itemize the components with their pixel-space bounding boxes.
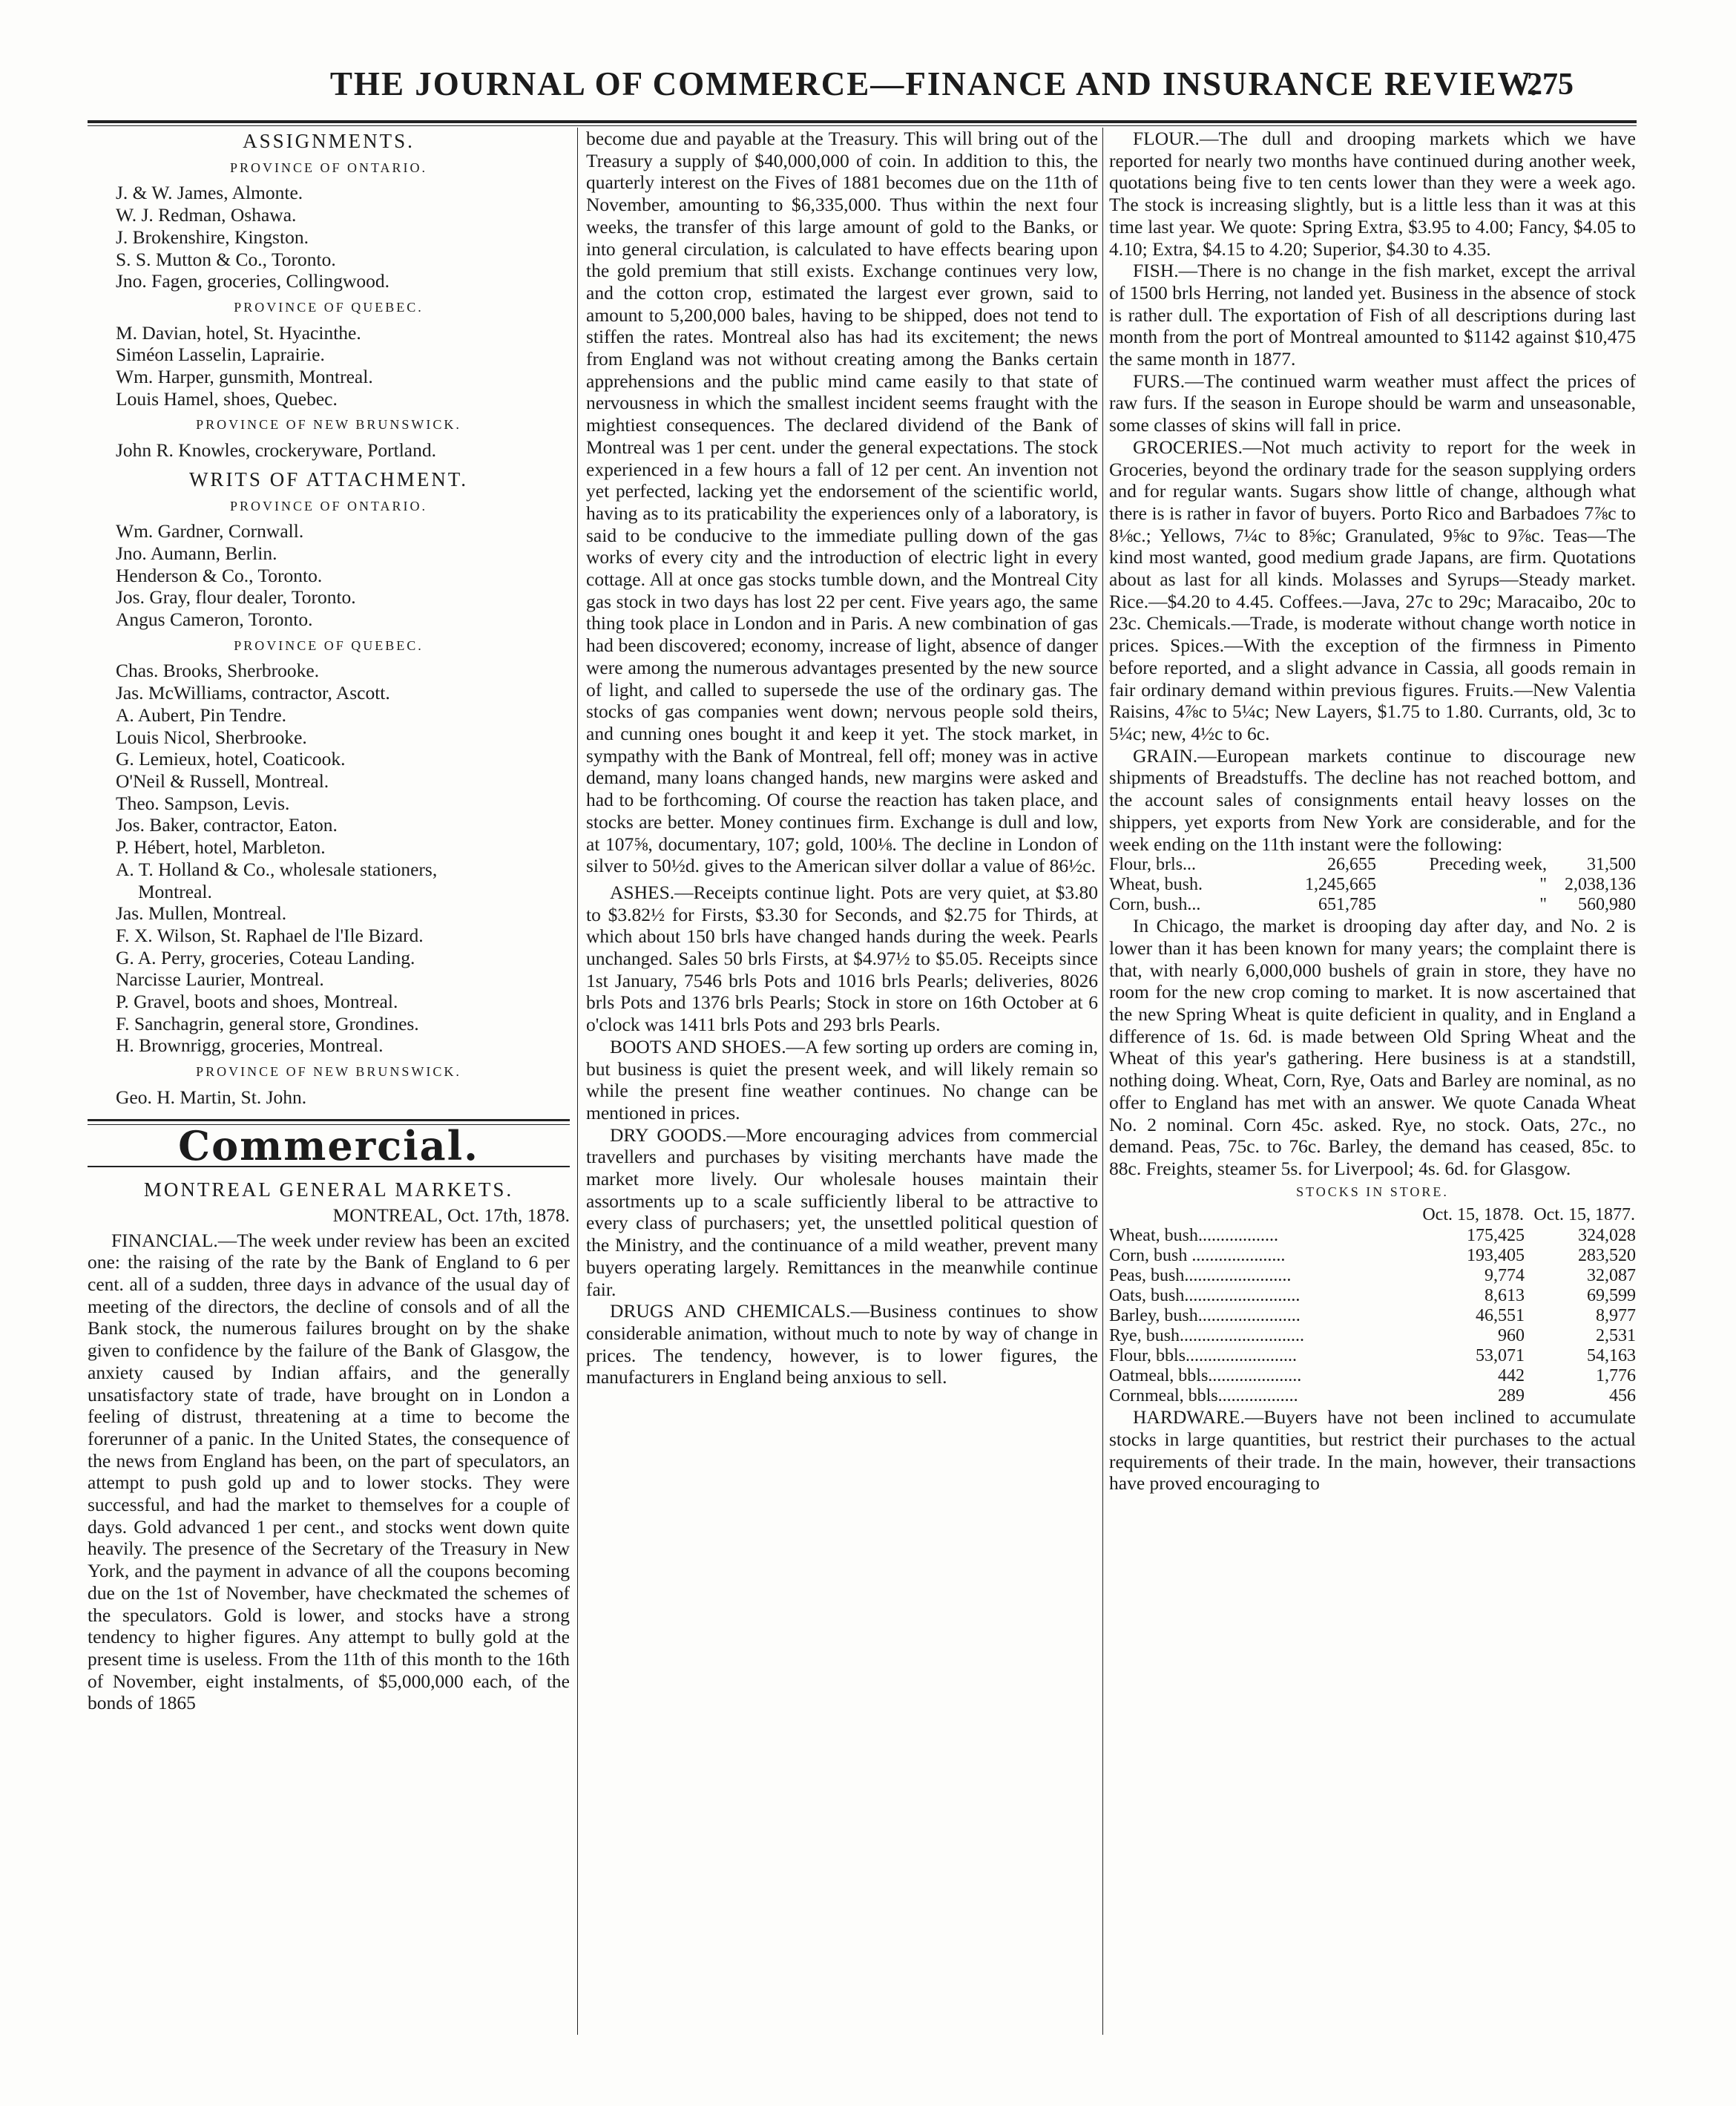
table-cell: 31,500 (1587, 855, 1636, 875)
list-item: Angus Cameron, Toronto. (116, 608, 313, 631)
table-cell: Oats, bush.......................... (1109, 1286, 1301, 1306)
table-cell: 193,405 (1467, 1246, 1525, 1266)
table-row (1109, 1346, 1636, 1366)
ny-exports-table (1109, 855, 1636, 915)
list-item: P. Hébert, hotel, Marbleton. (116, 836, 326, 859)
table-cell: Corn, bush... (1109, 895, 1201, 915)
table-cell: Wheat, bush. (1109, 875, 1203, 895)
column-rule-2 (1102, 128, 1103, 2035)
table-cell: Rye, bush............................ (1109, 1326, 1305, 1346)
table-row (1109, 1226, 1636, 1246)
table-header (1109, 1204, 1413, 1226)
list-item: J. & W. James, Almonte. (116, 182, 303, 204)
table-cell: 32,087 (1587, 1266, 1636, 1286)
table-cell: Oatmeal, bbls..................... (1109, 1366, 1302, 1386)
column-middle (586, 128, 1098, 2035)
table-row (1109, 1366, 1636, 1386)
table-row (1109, 1386, 1636, 1406)
table-header: Oct. 15, 1878. (1422, 1205, 1524, 1225)
fish-paragraph: FISH.—There is no change in the fish market, except the arrival of 1500 brls Herring, not landed yet. Business in the absence of stock is rather dull. The exportation of Fish of all descriptions during last month from the port of Montreal amounted to $1142 against $10,475 the same month in 1877. (1109, 260, 1636, 370)
table-row (1109, 1306, 1636, 1326)
list-item: Jas. McWilliams, contractor, Ascott. (116, 682, 390, 704)
assignments-quebec-list (88, 322, 570, 410)
table-row (1109, 855, 1636, 875)
markets-title: MONTREAL GENERAL MARKETS. (143, 1178, 514, 1201)
table-header: Oct. 15, 1877. (1533, 1205, 1635, 1225)
flour-paragraph: FLOUR.—The dull and drooping markets which we have reported for nearly two months have continued during another week, quotations being five to ten cents lower than they were a week ago. The stock is increasing slightly, but is a little less than it was at this time last year. We quote: Spring Extra, $3.95 to 4.00; Fancy, $4.05 to 4.10; Extra, $4.15 to 4.20; Superior, $4.30 to 4.35. (1109, 128, 1636, 260)
list-item: M. Davian, hotel, St. Hyacinthe. (116, 321, 361, 344)
writs-ontario-list (88, 520, 570, 631)
column-left (88, 128, 570, 2035)
grain-paragraph: GRAIN.—European markets continue to discourage new shipments of Breadstuffs. The decline has not reached bottom, and the account sales of consignments entail heavy losses on the shippers, yet exports from New York are considerable, and for the week ending on the 11th instant were the following: (1109, 744, 1636, 855)
drugs-chemicals-paragraph: DRUGS AND CHEMICALS.—Business continues to show considerable animation, without much to note by way of change in prices. The tendency, however, is to lower figures, the manufacturers in England being anxious to sell. (586, 1300, 1098, 1388)
page-number: 275 (1527, 68, 1574, 102)
writs-heading: WRITS OF ATTACHMENT. (188, 468, 469, 491)
list-item: Siméon Lasselin, Laprairie. (116, 344, 325, 366)
financial-paragraph-continued: become due and payable at the Treasury. This will bring out of the Treasury a supply of $40,000,000 of coin. In addition to this, the quarterly interest on the Fives of 1881 becomes due on the 11th of November, amounting to $6,335,000. Thus within the next four weeks, the transfer of this large amount of gold to the Banks, or into general circulation, is calculated to have effects bearing upon the gold premium that still exists. Exchange continues very low, and the cotton crop, estimated the largest ever grown, said to amount to 5,200,000 bales, having to be shipped, does not tend to stiffen the rates. Montreal also has had its excitement; the news from England was not without creating among the Banks certain apprehensions and the public mind came easily to that state of nervousness in which the smallest incident seems fraught with the mightiest consequences. The declared dividend of the Bank of Montreal was 1 per cent. under the general expectations. The stock experienced in a few hours a fall of 12 per cent. An invention not yet perfected, lacking yet the endorsement of the scientific world, having as to its praticability the experiences only of a laboratory, is said to be conducive to the immediate pulling down of the gas works of every city and the introduction of electric light in every cottage. All at once gas stocks tumble down, and the Montreal City gas stock in two days has lost 22 per cent. Five years ago, the same thing took place in London and in Paris. A new combination of gas had been discovered; economy, increase of light, absence of danger were among the numerous advantages presented by the new source of light, and called to supersede the use of the ordinary gas. The stocks of gas companies went down; nervous people sold theirs, and cunning ones bought it and keep it yet. The stock market, in sympathy with the Bank of Montreal, fell off; money was in active demand, many loans changed hands, new margins were asked and had to be forthcoming. Of course the reaction has taken place, and stocks are better. Money continues firm. Exchange is dull and low, at 107⅝, documentary, 107; gold, 100⅛. The decline in London of silver to 50½d. gives to the American silver dollar a value of 86½c. (586, 128, 1098, 877)
table-cell: 2,531 (1596, 1326, 1636, 1346)
table-cell: 69,599 (1587, 1286, 1636, 1306)
table-cell: " (1539, 875, 1547, 895)
table-cell: 651,785 (1318, 895, 1376, 915)
table-cell: Barley, bush....................... (1109, 1306, 1301, 1326)
assignments-ontario-list (88, 182, 570, 292)
table-cell: 2,038,136 (1565, 875, 1636, 895)
list-item: J. Brokenshire, Kingston. (116, 226, 309, 248)
list-item: Theo. Sampson, Levis. (116, 792, 290, 814)
list-item: Jno. Fagen, groceries, Collingwood. (116, 270, 389, 292)
list-item: W. J. Redman, Oshawa. (116, 204, 297, 226)
list-item: Jos. Baker, contractor, Eaton. (116, 814, 338, 836)
list-item: Montreal. (138, 880, 212, 902)
list-item: H. Brownrigg, groceries, Montreal. (116, 1034, 384, 1057)
table-cell: 54,163 (1587, 1346, 1636, 1366)
commercial-heading: Commercial. (178, 1121, 479, 1170)
table-cell: 960 (1498, 1326, 1525, 1346)
hardware-paragraph: HARDWARE.—Buyers have not been inclined to accumulate stocks in large quantities, but restrict their purchases to the actual requirements of their trade. In the main, however, their transactions have proved encouraging to (1109, 1406, 1636, 1495)
table-cell: 175,425 (1467, 1226, 1525, 1246)
list-item: A. Aubert, Pin Tendre. (116, 703, 287, 726)
table-cell: Wheat, bush.................. (1109, 1226, 1278, 1246)
list-item: G. A. Perry, groceries, Coteau Landing. (116, 946, 415, 968)
table-cell: 8,613 (1485, 1286, 1525, 1306)
list-item: John R. Knowles, crockeryware, Portland. (116, 439, 436, 462)
table-cell: " (1539, 895, 1547, 915)
writs-quebec-list (88, 660, 570, 1057)
province-label: PROVINCE OF ONTARIO. (229, 498, 428, 514)
table-cell: Cornmeal, bbls.................. (1109, 1386, 1298, 1406)
list-item: Jno. Aumann, Berlin. (116, 542, 277, 564)
dry-goods-paragraph: DRY GOODS.—More encouraging advices from commercial travellers and purchases by visiting merchants have made the market more lively. Our wholesale houses maintain their assortments up to a scale sufficiently liberal to be attractive to every class of purchasers; yet, the unsettled political question of the Ministry, and the continuance of a mild weather, prevent many buyers operating largely. Remittances in the meanwhile continue fair. (586, 1123, 1098, 1300)
grain-paragraph-continued: In Chicago, the market is drooping day after day, and No. 2 is lower than it has been known for many years; the complaint there is that, with nearly 6,000,000 bushels of grain in store, they have no room for the new crop coming to market. It is now ascertained that the new Spring Wheat is quite deficient in quality, and in England a difference of 1s. 6d. is made between Old Spring Wheat and the Wheat of this year's gathering. Here business is at a standstill, nothing doing. Wheat, Corn, Rye, Oats and Barley are nominal, as no offer to England has met with an answer. We quote Canada Wheat No. 2 nominal. Corn 45c. asked. Rye, no stock. Oats, 27c., no demand. Peas, 75c. to 76c. Barley, the demand has ceased, 85c. to 88c. Freights, steamer 5s. for Liverpool; 4s. 6d. for Glasgow. (1109, 915, 1636, 1179)
list-item: A. T. Holland & Co., wholesale stationers, (116, 858, 438, 880)
table-row (1109, 1326, 1636, 1346)
list-item: Jos. Gray, flour dealer, Toronto. (116, 586, 356, 608)
boots-shoes-paragraph: BOOTS AND SHOES.—A few sorting up orders are coming in, but business is quiet the present week, and will likely remain so while the present fine weather continues. No change can be mentioned in prices. (586, 1035, 1098, 1123)
stocks-table (1109, 1204, 1636, 1406)
table-row (1109, 895, 1636, 915)
table-row (1109, 1246, 1636, 1266)
province-label: PROVINCE OF QUEBEC. (234, 637, 424, 653)
list-item: F. Sanchagrin, general store, Grondines. (116, 1012, 419, 1034)
list-item: Louis Nicol, Sherbrooke. (116, 726, 307, 748)
list-item: O'Neil & Russell, Montreal. (116, 770, 329, 792)
list-item: P. Gravel, boots and shoes, Montreal. (116, 991, 398, 1013)
table-cell: Corn, bush ..................... (1109, 1246, 1286, 1266)
column-right (1109, 128, 1636, 2035)
table-row (1109, 1266, 1636, 1286)
list-item: G. Lemieux, hotel, Coaticook. (116, 748, 346, 770)
table-header-row (1109, 1204, 1636, 1226)
province-label: PROVINCE OF NEW BRUNSWICK. (196, 1064, 461, 1080)
list-item: Geo. H. Martin, St. John. (116, 1086, 307, 1108)
table-cell: Peas, bush........................ (1109, 1266, 1292, 1286)
province-label: PROVINCE OF QUEBEC. (234, 299, 424, 315)
list-item: Narcisse Laurier, Montreal. (116, 968, 324, 991)
table-cell: 289 (1498, 1386, 1525, 1406)
province-label: PROVINCE OF ONTARIO. (229, 160, 428, 175)
table-cell: 46,551 (1476, 1306, 1525, 1326)
table-cell: Flour, brls... (1109, 855, 1197, 875)
table-cell: 442 (1498, 1366, 1525, 1386)
dateline: MONTREAL, Oct. 17th, 1878. (332, 1204, 570, 1226)
table-cell: 456 (1609, 1386, 1636, 1406)
table-row (1109, 1286, 1636, 1306)
header-rule-thick (88, 120, 1637, 123)
page-header-title: THE JOURNAL OF COMMERCE—FINANCE AND INSURANCE REVIEW. (329, 65, 1539, 102)
table-cell: 53,071 (1476, 1346, 1525, 1366)
province-label: PROVINCE OF NEW BRUNSWICK. (196, 417, 461, 433)
table-cell: 324,028 (1578, 1226, 1636, 1246)
table-cell: 560,980 (1578, 895, 1636, 915)
table-cell: 1,245,665 (1305, 875, 1376, 895)
table-cell: 9,774 (1485, 1266, 1525, 1286)
list-item: Louis Hamel, shoes, Quebec. (116, 387, 338, 410)
assignments-heading: ASSIGNMENTS. (243, 130, 415, 152)
table-cell: Preceding week, (1429, 855, 1547, 875)
header-rule-thin (88, 125, 1637, 126)
list-item: Chas. Brooks, Sherbrooke. (116, 660, 320, 682)
list-item: S. S. Mutton & Co., Toronto. (116, 248, 336, 270)
ashes-paragraph: ASHES.—Receipts continue light. Pots are very quiet, at $3.80 to $3.82½ for Firsts, $3.30 for Seconds, and $2.75 for Thirds, at which about 150 brls have changed hands during the week. Pearls unchanged. Sales 50 brls Firsts, at $4.97½ to $5.05. Receipts since 1st January, 7546 brls Pots and 1016 brls Pearls; deliveries, 8026 brls Pots and 1376 brls Pearls; Stock in store on 16th October at 6 o'clock was 1411 brls Pots and 293 brls Pearls. (586, 881, 1098, 1036)
list-item: F. X. Wilson, St. Raphael de l'Ile Bizard. (116, 924, 424, 946)
table-cell: 1,776 (1596, 1366, 1636, 1386)
table-cell: 26,655 (1327, 855, 1376, 875)
groceries-paragraph: GROCERIES.—Not much activity to report for the week in Groceries, beyond the ordinary trade for the season supplying orders and for regular wants. Sugars show little of change, although what there is is rather in favor of buyers. Porto Rico and Barbadoes 7⅞c to 8⅛c.; Yellows, 7¼c to 8⅝c; Granulated, 9⅝c to 9⅞c. Teas—The kind most wanted, good medium grade Japans, are firm. Quotations about as last for all kinds. Molasses and Syrups—Steady market. Rice.—$4.20 to 4.45. Coffees.—Java, 27c to 29c; Maracaibo, 20c to 23c. Chemicals.—Trade, is moderate without change worth notice in prices. Spices.—With the exception of the firmness in Pimento before reported, and a slight advance in Cassia, all goods remain in fair ordinary demand within previous figures. Fruits.—New Valentia Raisins, 4⅞c to 5¼c; New Layers, $1.75 to 1.80. Currants, old, 3c to 5¼c; new, 4½c to 6c. (1109, 436, 1636, 744)
furs-paragraph: FURS.—The continued warm weather must affect the prices of raw furs. If the season in Europe should be warm and unseasonable, some classes of skins will fall in price. (1109, 370, 1636, 436)
table-cell: Flour, bbls......................... (1109, 1346, 1298, 1366)
list-item: Wm. Harper, gunsmith, Montreal. (116, 366, 373, 388)
list-item: Wm. Gardner, Cornwall. (116, 520, 304, 542)
table-cell: 283,520 (1578, 1246, 1636, 1266)
table-cell: 8,977 (1596, 1306, 1636, 1326)
financial-paragraph: FINANCIAL.—The week under review has been an excited one: the raising of the rate by the Bank of England to 6 per cent. all of a sudden, three days in advance of the usual day of meeting of the directors, the decline of consols and of all the Bank stock, the numerous failures brought on by the shake given to confidence by the failure of the Bank of Glasgow, the anxiety caused by Indian affairs, and the generally unsatisfactory state of trade, have brought on in London a feeling of distrust, threatening at a time to become the forerunner of a panic. In the United States, the consequence of the news from England has been, on the part of speculators, an attempt to push gold up and to lower stocks. They were successful, and had the market to themselves for a couple of days. Gold advanced 1 per cent., and stocks went down quite heavily. The presence of the Secretary of the Treasury in New York, and the payment in advance of all the coupons becoming due on the 1st of November, have checkmated the schemes of the speculators. Gold is lower, and stocks have a strong tendency to higher figures. Any attempt to bully gold at the present time is useless. From the 11th of this month to the 16th of November, eight instalments, of $5,000,000 each, of the bonds of 1865 (88, 1229, 570, 1714)
list-item: Henderson & Co., Toronto. (116, 564, 323, 586)
stocks-title: STOCKS IN STORE. (1296, 1184, 1449, 1199)
column-rule-1 (577, 128, 578, 2035)
list-item: Jas. Mullen, Montreal. (116, 902, 287, 925)
table-row (1109, 875, 1636, 895)
